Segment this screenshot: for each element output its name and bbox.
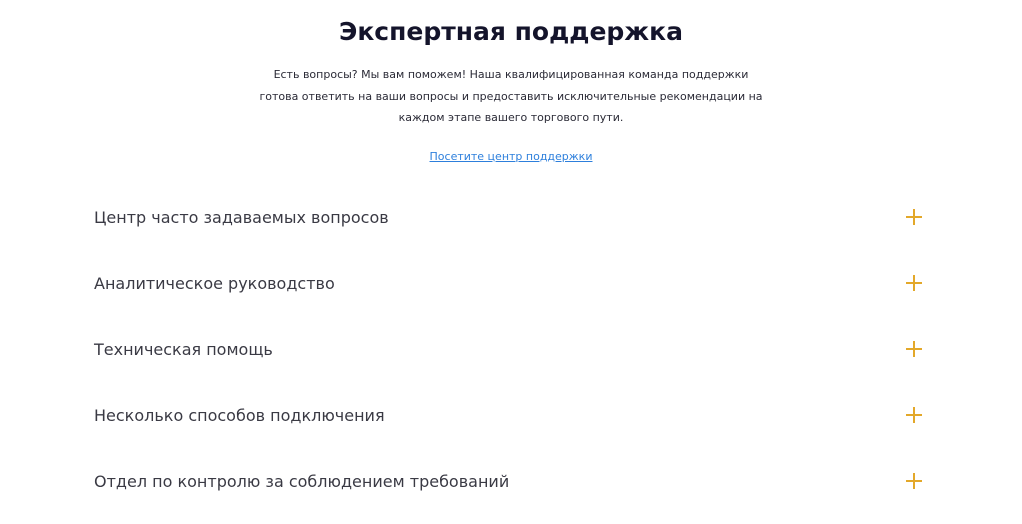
accordion-item-connection[interactable] <box>94 382 928 448</box>
accordion-item-label: Техническая помощь <box>94 339 273 359</box>
plus-icon[interactable] <box>906 275 922 291</box>
accordion-item-label: Несколько способов подключения <box>94 405 385 425</box>
plus-icon[interactable] <box>906 209 922 225</box>
description-line: Есть вопросы? Мы вам поможем! Наша квалифицированная команда поддержки <box>273 68 749 81</box>
accordion-item-tech-help[interactable] <box>94 316 928 382</box>
support-accordion <box>94 184 928 514</box>
accordion-item-label: Отдел по контролю за соблюдением требований <box>94 471 510 491</box>
plus-icon[interactable] <box>906 473 922 489</box>
section-title: Экспертная поддержка <box>338 17 684 46</box>
description-line: готова ответить на ваши вопросы и предоставить исключительные рекомендации на <box>259 89 763 103</box>
description-line: каждом этапе вашего торгового пути. <box>398 111 624 124</box>
plus-icon[interactable] <box>906 341 922 357</box>
accordion-item-label: Центр часто задаваемых вопросов <box>94 207 389 227</box>
accordion-item-label: Аналитическое руководство <box>94 273 335 293</box>
accordion-item-compliance[interactable] <box>94 448 928 514</box>
accordion-item-faq[interactable] <box>94 184 928 250</box>
plus-icon[interactable] <box>906 407 922 423</box>
support-center-link[interactable]: Посетите центр поддержки <box>429 150 593 163</box>
accordion-item-analytics[interactable] <box>94 250 928 316</box>
section-description <box>211 64 811 129</box>
support-link-wrapper <box>0 149 1022 165</box>
